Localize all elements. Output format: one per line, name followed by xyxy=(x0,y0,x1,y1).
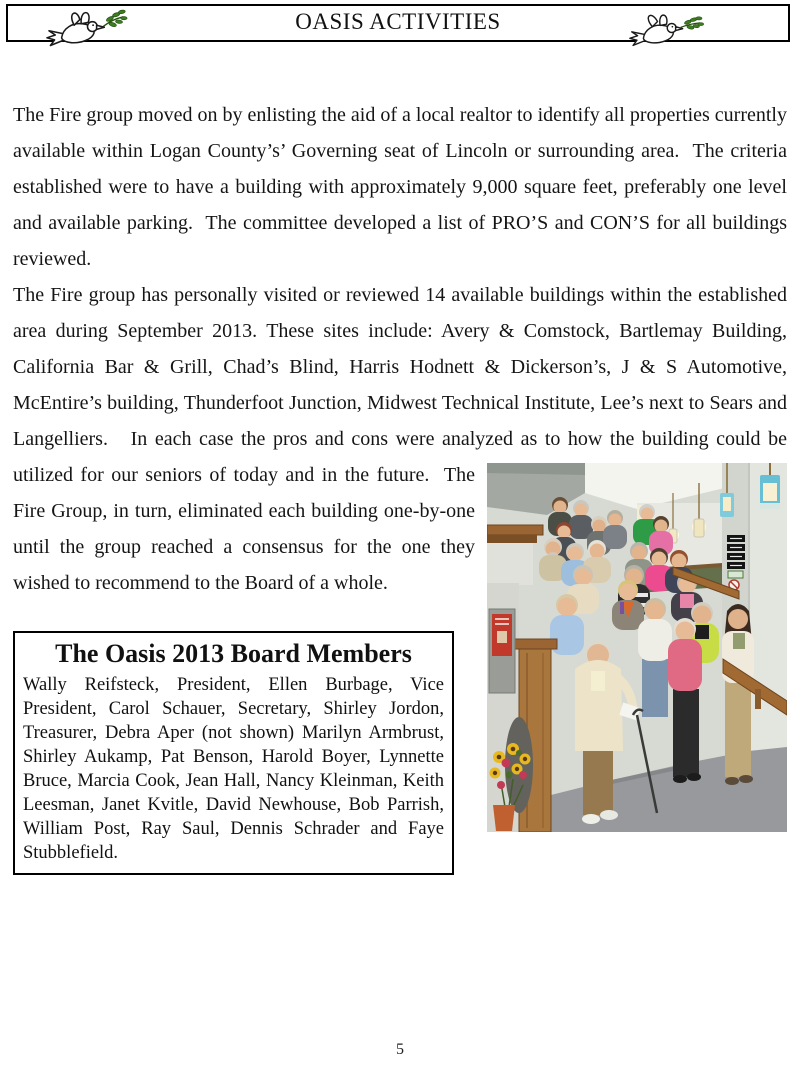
page-header xyxy=(6,4,790,42)
flower-pot xyxy=(493,805,515,831)
paragraph-2-wrap-text: be utilized for our seniors of today and in the future. The Fire Group, in turn, eliminated each building one-by-one until the group reached a consensus for the one they wished to recommend to the Board of a whole. xyxy=(13,428,792,594)
paragraph-2 xyxy=(13,277,792,601)
paragraph-1-text: The Fire group moved on by enlisting the aid of a local realtor to identify all properties currently available within Logan County’s’ Governing seat of Lincoln or surrounding area. The criteria established were to have a building with approximately 9,000 square feet, preferably one level and available parking. The committee developed a list of PRO’S and CON’S for all buildings reviewed. xyxy=(13,104,792,270)
literature-rack xyxy=(489,609,515,693)
dove-olive-branch-icon xyxy=(622,9,707,48)
paragraph-1 xyxy=(13,97,792,277)
board-box-title: The Oasis 2013 Board Members xyxy=(55,639,412,668)
board-members-box xyxy=(13,631,454,875)
board-members-list: Wally Reifsteck, President, Ellen Burbage, Vice President, Carol Schauer, Secretary, Shirley Jordon, Treasurer, Debra Aper (not shown) Marilyn Armbrust, Shirley Aukamp, Pat Benson, Harold Boyer, Lynnette Bruce, Marcia Cook, Jean Hall, Nancy Kleinman, Keith Leesman, Janet Kvitle, David Newhouse, Bob Parrish, William Post, Ray Saul, Dennis Schrader and Faye Stubblefield. xyxy=(23,675,444,863)
board-group-photo xyxy=(487,463,787,832)
page-number: 5 xyxy=(396,1041,404,1058)
page-title: OASIS ACTIVITIES xyxy=(295,9,501,34)
article-body xyxy=(13,97,792,875)
paragraph-2-text: The Fire group has personally visited or reviewed 14 available buildings within the established area during September 2013. These sites include: Avery & Comstock, Bartlemay Building, California Bar & Grill, Chad’s Blind, Harris Hodnett & Dickerson’s, J & S Automotive, McEntire’s building, Thunderfoot Junction, Midwest Technical Institute, Lee’s next to Sears and Langelliers. In each case the pros and cons were analyzed as to how the building could xyxy=(13,284,792,450)
